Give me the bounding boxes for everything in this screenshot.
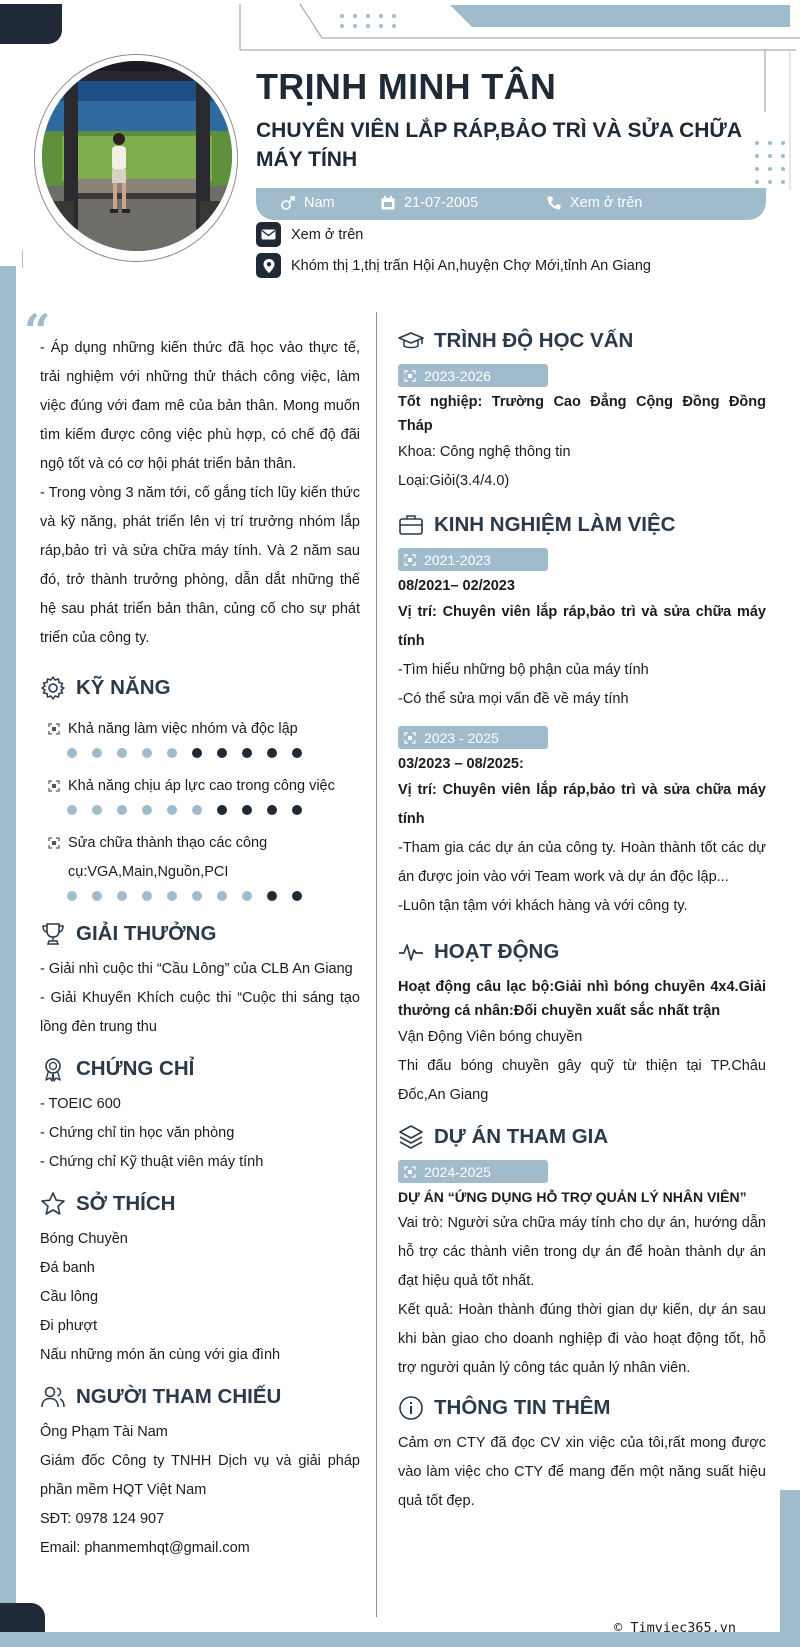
- left-column: [24, 304, 360, 1563]
- reference-position: Giám đốc Công ty TNHH Dịch vụ và giải pháp phần mềm HQT Việt Nam: [40, 1453, 360, 1498]
- dot-pattern-top: [340, 14, 396, 28]
- experience-dates: 08/2021– 02/2023: [398, 578, 515, 594]
- info-icon: [398, 1395, 424, 1421]
- skill-name: Khả năng làm việc nhóm và độc lập: [68, 721, 298, 737]
- extra-info-title: THÔNG TIN THÊM: [434, 1396, 611, 1419]
- skill-rating-dot: [92, 805, 102, 815]
- references-title: NGƯỜI THAM CHIẾU: [76, 1385, 282, 1408]
- address-value: Khóm thị 1,thị trấn Hội An,huyện Chợ Mới,tỉnh An Giang: [291, 257, 651, 274]
- experience-title: KINH NGHIỆM LÀM VIỆC: [434, 513, 676, 536]
- avatar: [42, 61, 232, 251]
- quote-icon: “: [24, 304, 51, 358]
- awards-heading: [40, 921, 360, 947]
- skill-rating-dot: [242, 748, 252, 758]
- email-value[interactable]: Xem ở trên: [291, 226, 364, 243]
- skill-rating-dot: [242, 891, 252, 901]
- experience-period: 2021-2023: [424, 551, 491, 568]
- skill-rating-dot: [292, 748, 302, 758]
- skill-item: [40, 715, 360, 744]
- certificates-title: CHỨNG CHỈ: [76, 1057, 195, 1080]
- skill-rating-dot: [192, 891, 202, 901]
- education-period: 2023-2026: [424, 367, 491, 384]
- skill-rating-dot: [92, 891, 102, 901]
- skill-rating: [40, 748, 360, 758]
- certificate-item: - TOEIC 600: [40, 1096, 121, 1112]
- project-name: DỰ ÁN “ỨNG DỤNG HỖ TRỢ QUẢN LÝ NHÂN VIÊN”: [398, 1189, 747, 1205]
- skill-rating-dot: [192, 748, 202, 758]
- right-column: [398, 328, 766, 1516]
- activities-title: HOẠT ĐỘNG: [434, 940, 560, 963]
- birthday-value: 21-07-2005: [404, 195, 479, 211]
- skill-name: Khả năng chịu áp lực cao trong công việc: [68, 778, 335, 794]
- gear-icon: [40, 675, 66, 701]
- projects-heading: [398, 1124, 766, 1150]
- date-focus-icon: [404, 1166, 416, 1178]
- skill-rating-dot: [217, 748, 227, 758]
- calendar-icon: [380, 195, 396, 211]
- activities-heading: [398, 939, 766, 965]
- reference-name: Ông Phạm Tài Nam: [40, 1424, 168, 1440]
- personal-info-bar: [256, 188, 766, 220]
- experience-heading: [398, 512, 766, 538]
- objective-paragraph-1: - Áp dụng những kiến thức đã học vào thực tế, trải nghiệm với những thử thách công việc, làm việc đúng với đam mê của bản thân. Mong muốn tìm kiếm được công việc phù hợp, có chế độ đãi ngộ tốt và có cơ hội phát triển bản thân.: [40, 340, 360, 472]
- experience-period-tag: [398, 548, 548, 571]
- left-side-band: [0, 266, 16, 1647]
- hobby-item: Cầu lông: [40, 1289, 99, 1305]
- gender-item: [280, 195, 335, 211]
- skill-rating-dot: [267, 891, 277, 901]
- gender-icon: [280, 195, 296, 211]
- education-title: TRÌNH ĐỘ HỌC VẤN: [434, 329, 634, 352]
- skill-rating-dot: [142, 748, 152, 758]
- skill-rating-dot: [92, 748, 102, 758]
- education-heading: [398, 328, 766, 354]
- skill-item: [40, 772, 360, 801]
- skill-rating-dot: [267, 805, 277, 815]
- skill-rating-dot: [117, 748, 127, 758]
- job-title: CHUYÊN VIÊN LẮP RÁP,BẢO TRÌ VÀ SỬA CHỮA MÁY TÍNH: [256, 119, 742, 171]
- experience-role: Vị trí: Chuyên viên lắp ráp,bảo trì và sửa chữa máy tính: [398, 604, 766, 649]
- skill-rating-dot: [192, 805, 202, 815]
- skill-bullet-icon: [48, 837, 60, 849]
- hobbies-list: [40, 1225, 360, 1370]
- email-icon: [256, 222, 281, 247]
- skill-rating-dot: [167, 891, 177, 901]
- star-icon: [40, 1191, 66, 1217]
- skill-rating-dot: [242, 805, 252, 815]
- trophy-icon: [40, 921, 66, 947]
- column-divider: [376, 312, 377, 1617]
- experience-dates: 03/2023 – 08/2025:: [398, 756, 524, 772]
- career-objective: [40, 320, 360, 653]
- extra-info-heading: [398, 1395, 766, 1421]
- award-item: - Giải Khuyến Khích cuộc thi “Cuộc thi sáng tạo lồng đèn trung thu: [40, 990, 360, 1035]
- skill-rating: [40, 891, 360, 901]
- date-focus-icon: [404, 732, 416, 744]
- date-focus-icon: [404, 370, 416, 382]
- hobby-item: Đá banh: [40, 1260, 95, 1276]
- experience-line: -Luôn tận tậm với khách hàng và với công ty.: [398, 898, 688, 914]
- reference-email[interactable]: Email: phanmemhqt@gmail.com: [40, 1540, 250, 1556]
- pulse-icon: [398, 939, 424, 965]
- references-info: [40, 1418, 360, 1563]
- location-pin-icon: [256, 253, 281, 278]
- awards-title: GIẢI THƯỞNG: [76, 922, 217, 945]
- project-period-tag: [398, 1160, 548, 1183]
- experience-role: Vị trí: Chuyên viên lắp ráp,bảo trì và sửa chữa máy tính: [398, 782, 766, 827]
- hobby-item: Đi phượt: [40, 1318, 98, 1334]
- skill-rating-dot: [117, 805, 127, 815]
- certificates-list: [40, 1090, 360, 1177]
- skill-rating-dot: [217, 805, 227, 815]
- watermark: © Timviec365.vn: [614, 1620, 736, 1636]
- skill-rating-dot: [117, 891, 127, 901]
- skill-rating-dot: [217, 891, 227, 901]
- reference-phone: SĐT: 0978 124 907: [40, 1511, 165, 1527]
- education-school: Tốt nghiệp: Trường Cao Đẳng Cộng Đồng Đồng Tháp: [398, 394, 766, 434]
- skill-bullet-icon: [48, 780, 60, 792]
- project-period: 2024-2025: [424, 1163, 491, 1180]
- experience-period: 2023 - 2025: [424, 729, 499, 746]
- right-side-band: [780, 1490, 800, 1647]
- certificate-item: - Chứng chỉ tin học văn phòng: [40, 1125, 235, 1141]
- extra-info-text: Cảm ơn CTY đã đọc CV xin việc của tôi,rất mong được vào làm việc cho CTY để mang đến một năng suất hiệu quả tốt đẹp.: [398, 1435, 766, 1509]
- skill-name: Sửa chữa thành thạo các công cụ:VGA,Main,Nguồn,PCI: [68, 835, 268, 880]
- email-row: [256, 222, 363, 247]
- date-focus-icon: [404, 554, 416, 566]
- left-gray-arc: [22, 250, 32, 268]
- hobbies-heading: [40, 1191, 360, 1217]
- skill-rating-dot: [167, 805, 177, 815]
- skill-rating-dot: [292, 891, 302, 901]
- gender-value: Nam: [304, 195, 335, 211]
- education-major: Khoa: Công nghệ thông tin: [398, 444, 571, 460]
- briefcase-icon: [398, 512, 424, 538]
- layers-icon: [398, 1124, 424, 1150]
- activity-heading: Hoạt động câu lạc bộ:Giải nhì bóng chuyền 4x4.Giải thưởng cá nhân:Đối chuyền xuất sắc nhất trận: [398, 979, 766, 1019]
- objective-paragraph-2: - Trong vòng 3 năm tới, cố gắng tích lũy kiến thức và kỹ năng, phát triển lên vị trí trưởng nhóm lắp ráp,bảo trì và sửa chữa máy tính. Và 2 năm sau đó, trở thành trưởng phòng, dẫn dắt những thế hệ sau phát triển bản thân, củng cố cho sự phát triển của công ty.: [40, 485, 360, 646]
- experience-line: -Tham gia các dự án của công ty. Hoàn thành tốt các dự án được join vào với Team work và dự án độc lập...: [398, 840, 766, 885]
- skill-rating-dot: [292, 805, 302, 815]
- skill-rating-dot: [67, 805, 77, 815]
- project-result: Kết quả: Hoàn thành đúng thời gian dự kiến, dự án sau khi bàn giao cho doanh nghiệp đi vào hoạt động tốt, hỗ trợ người quản lý công tác quản lý nhân viên.: [398, 1302, 766, 1376]
- skills-title: KỸ NĂNG: [76, 676, 171, 699]
- skill-rating-dot: [167, 748, 177, 758]
- skill-rating-dot: [67, 748, 77, 758]
- references-heading: [40, 1384, 360, 1410]
- experience-period-tag: [398, 726, 548, 749]
- address-row: [256, 253, 651, 278]
- hobbies-title: SỞ THÍCH: [76, 1192, 176, 1215]
- skill-bullet-icon: [48, 723, 60, 735]
- graduation-cap-icon: [398, 328, 424, 354]
- candidate-name: TRỊNH MINH TÂN: [256, 66, 557, 107]
- hobby-item: Bóng Chuyền: [40, 1231, 128, 1247]
- skill-rating-dot: [267, 748, 277, 758]
- users-icon: [40, 1384, 66, 1410]
- awards-list: [40, 955, 360, 1042]
- skill-rating: [40, 805, 360, 815]
- project-role: Vai trò: Người sửa chữa máy tính cho dự án, hướng dẫn hỗ trợ các thành viên trong dự án để hoàn thành dự án đạt hiệu quả tốt nhất.: [398, 1215, 766, 1289]
- award-item: - Giải nhì cuộc thi “Cầu Lông” của CLB An Giang: [40, 961, 353, 977]
- certificate-item: - Chứng chỉ Kỹ thuật viên máy tính: [40, 1154, 264, 1170]
- skill-rating-dot: [67, 891, 77, 901]
- experience-line: -Có thể sửa mọi vấn đề về máy tính: [398, 691, 629, 707]
- certificates-heading: [40, 1056, 360, 1082]
- phone-icon: [546, 195, 562, 211]
- education-grade: Loại:Giỏi(3.4/4.0): [398, 473, 510, 489]
- projects-title: DỰ ÁN THAM GIA: [434, 1125, 609, 1148]
- skill-rating-dot: [142, 805, 152, 815]
- activity-desc: Thi đấu bóng chuyền gây quỹ từ thiện tại TP.Châu Đốc,An Giang: [398, 1058, 766, 1103]
- skill-rating-dot: [142, 891, 152, 901]
- skills-heading: [40, 675, 360, 701]
- phone-value: Xem ở trên: [570, 195, 643, 211]
- activity-role: Vận Động Viên bóng chuyền: [398, 1029, 583, 1045]
- phone-item: [546, 195, 642, 211]
- dot-pattern-right: [755, 141, 785, 184]
- education-period-tag: [398, 364, 548, 387]
- hobby-item: Nấu những món ăn cùng với gia đình: [40, 1347, 281, 1363]
- skills-list: [40, 715, 360, 901]
- experience-line: -Tìm hiểu những bộ phận của máy tính: [398, 662, 649, 678]
- birthday-item: [380, 195, 478, 211]
- award-ribbon-icon: [40, 1056, 66, 1082]
- skill-item: [40, 829, 360, 887]
